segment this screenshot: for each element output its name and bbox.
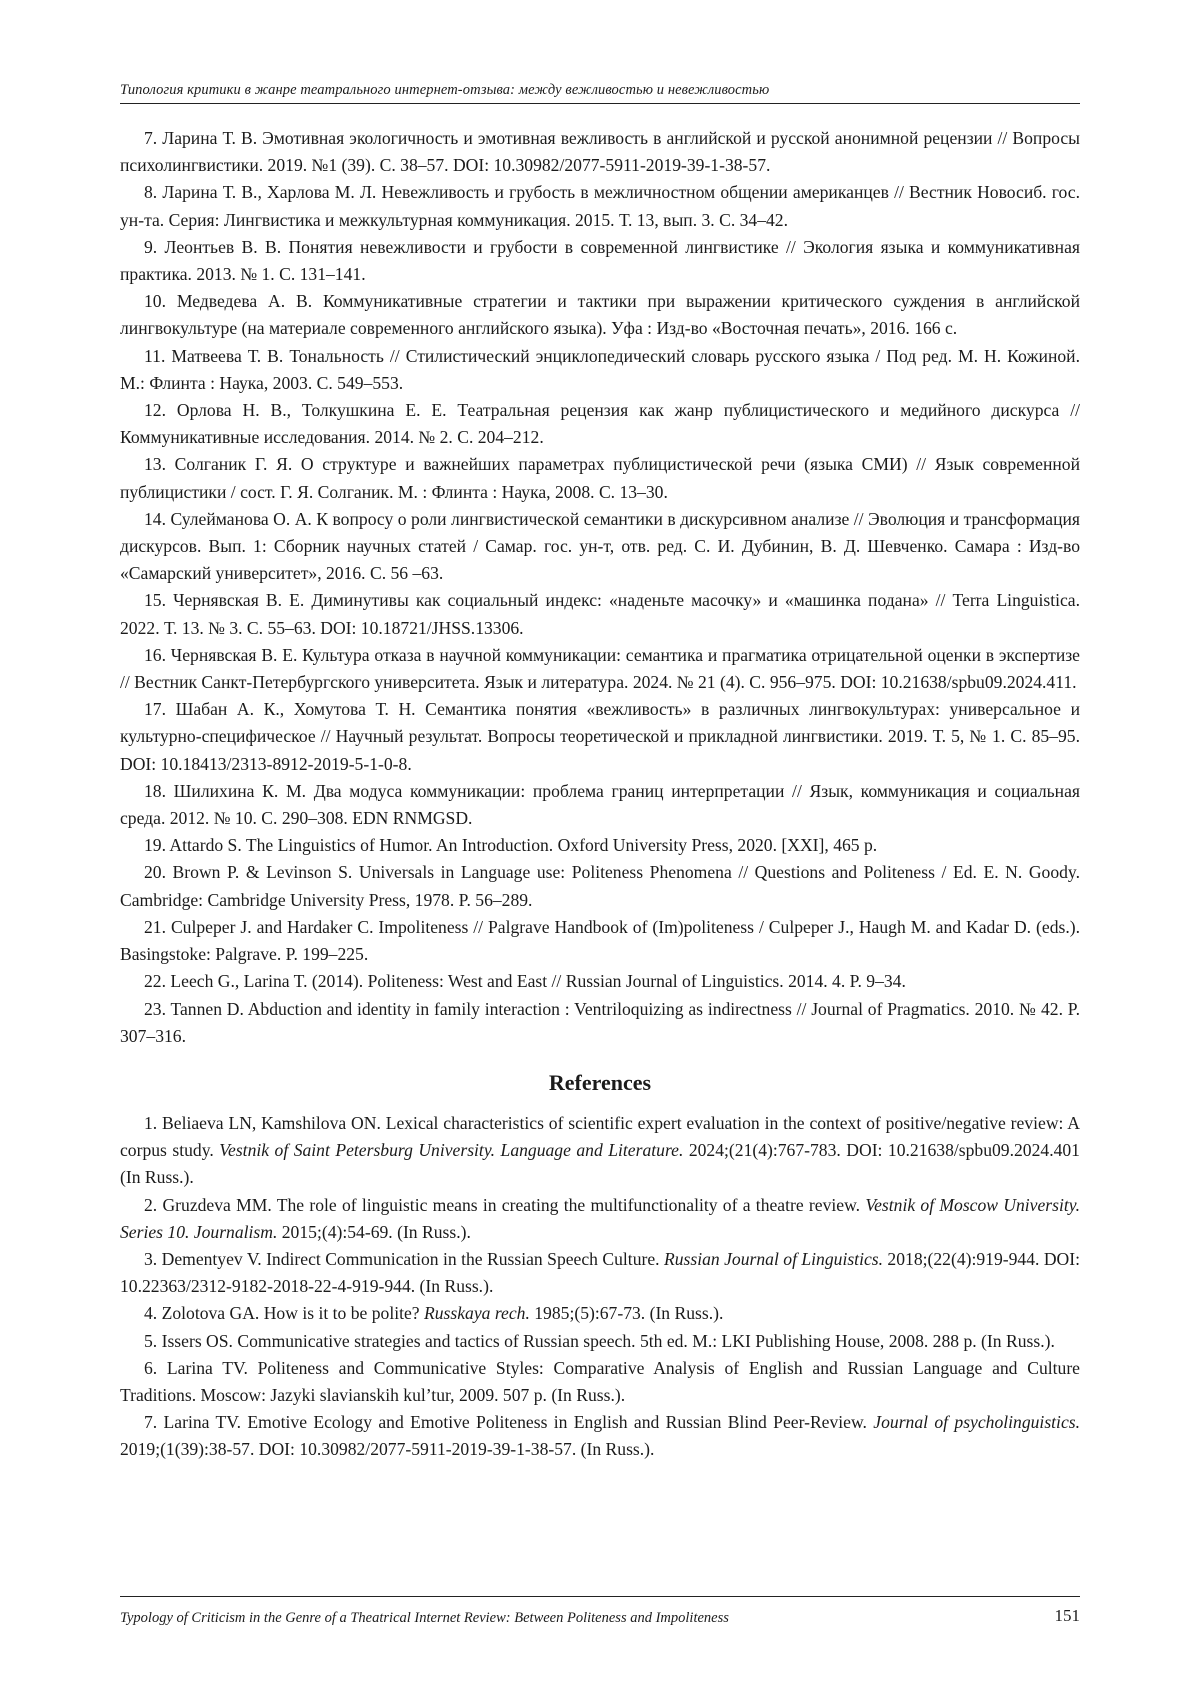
literature-item: 21. Culpeper J. and Hardaker C. Impoliteness // Palgrave Handbook of (Im)politeness / Culpeper J., Haugh M. and Kadar D. (eds.). Basingstoke: Palgrave. P. 199–225. <box>120 916 1080 965</box>
reference-details: 2015;(4):54-69. (In Russ.). <box>277 1221 471 1242</box>
literature-item: 22. Leech G., Larina T. (2014). Politeness: West and East // Russian Journal of Linguistics. 2014. 4. P. 9–34. <box>144 971 906 992</box>
reference-journal: Vestnik of Saint Petersburg University. Language and Literature. <box>219 1140 684 1161</box>
literature-item: 7. Ларина Т. В. Эмотивная экологичность и эмотивная вежливость в английской и русской анонимной рецензии // Вопросы психолингвистики. 2019. №1 (39). С. 38–57. DOI: 10.30982/2077-5911-2019-39-1-38-57. <box>120 128 1080 176</box>
footer-rule <box>120 1596 1080 1597</box>
running-foot: Typology of Criticism in the Genre of a Theatrical Internet Review: Between Politeness and Impoliteness <box>120 1610 729 1626</box>
reference-text: 1. Beliaeva LN, Kamshilova ON. Lexical characteristics of scientific expert evaluation in the context of positive/negative review: A corpus study. <box>120 1112 1080 1161</box>
reference-text: 5. Issers OS. Communicative strategies and tactics of Russian speech. 5th ed. M.: LKI Publishing House, 2008. 288 p. (In Russ.). <box>144 1330 1055 1351</box>
literature-item: 18. Шилихина К. М. Два модуса коммуникации: проблема границ интерпретации // Язык, коммуникация и социальная среда. 2012. № 10. С. 290–308. EDN RNMGSD. <box>120 780 1080 829</box>
reference-text: 3. Dementyev V. Indirect Communication in the Russian Speech Culture. <box>144 1248 664 1269</box>
reference-details: 2018;(22(4):919-944. DOI: 10.22363/2312-9182-2018-22-4-919-944. (In Russ.). <box>120 1248 1080 1297</box>
reference-journal: Russkaya rech. <box>424 1303 530 1324</box>
reference-text: 2. Gruzdeva MM. The role of linguistic means in creating the multifunctionality of a theatre review. <box>144 1194 866 1215</box>
literature-item: 11. Матвеева Т. В. Тональность // Стилистический энциклопедический словарь русского языка / Под ред. М. Н. Кожиной. М.: Флинта : Наука, 2003. С. 549–553. <box>120 345 1080 393</box>
literature-item: 19. Attardo S. The Linguistics of Humor. An Introduction. Oxford University Press, 2020. [XXI], 465 p. <box>144 835 878 856</box>
references-heading: References <box>548 1069 652 1095</box>
literature-item: 16. Чернявская В. Е. Культура отказа в научной коммуникации: семантика и прагматика отрицательной оценки в экспертизе // Вестник Санкт-Петербургского университета. Язык и литература. 2024. № 21 (4). С. 956–975. DOI: 10.21638/spbu09.2024.411. <box>120 644 1080 693</box>
reference-item <box>120 1355 1080 1409</box>
reference-item <box>120 1192 1080 1246</box>
reference-item <box>120 1110 1080 1192</box>
running-head: Типология критики в жанре театрального интернет-отзыва: между вежливостью и невежливостью <box>120 82 770 98</box>
literature-item: 14. Сулейманова О. А. К вопросу о роли лингвистической семантики в дискурсивном анализе // Эволюция и трансформация дискурсов. Вып. 1: Сборник научных статей / Самар. гос. ун-т, отв. ред. С. И. Дубинин, В. Д. Шевченко. Самара : Изд-во «Самарский университет», 2016. С. 56 –63. <box>120 508 1080 584</box>
references-list <box>120 1110 1080 1464</box>
literature-list <box>120 125 1080 1050</box>
literature-item: 13. Солганик Г. Я. О структуре и важнейших параметрах публицистической речи (языка СМИ) // Язык современной публицистики / сост. Г. Я. Солганик. М. : Флинта : Наука, 2008. С. 13–30. <box>120 454 1080 502</box>
literature-item: 23. Tannen D. Abduction and identity in family interaction : Ventriloquizing as indirectness // Journal of Pragmatics. 2010. № 42. P. 307–316. <box>120 998 1080 1046</box>
reference-details: 2024;(21(4):767-783. DOI: 10.21638/spbu09.2024.401 (In Russ.). <box>120 1140 1080 1188</box>
literature-item: 15. Чернявская В. Е. Диминутивы как социальный индекс: «наденьте масочку» и «машинка подана» // Terra Linguistica. 2022. Т. 13. № 3. С. 55–63. DOI: 10.18721/JHSS.13306. <box>120 590 1080 638</box>
reference-text: 6. Larina TV. Politeness and Communicative Styles: Comparative Analysis of English and Russian Language and Culture Traditions. Moscow: Jazyki slavianskih kul’tur, 2009. 507 p. (In Russ.). <box>120 1357 1080 1405</box>
page-number: 151 <box>1054 1606 1080 1625</box>
literature-item: 20. Brown P. & Levinson S. Universals in Language use: Politeness Phenomena // Questions and Politeness / Ed. E. N. Goody. Cambridge: Cambridge University Press, 1978. P. 56–289. <box>120 862 1080 910</box>
reference-text: 7. Larina TV. Emotive Ecology and Emotive Politeness in English and Russian Blind Peer-Review. <box>144 1412 874 1433</box>
reference-text: 4. Zolotova GA. How is it to be polite? <box>144 1303 424 1324</box>
page-content <box>120 125 1080 1464</box>
literature-item: 12. Орлова Н. В., Толкушкина Е. Е. Театральная рецензия как жанр публицистического и медийного дискурса // Коммуникативные исследования. 2014. № 2. С. 204–212. <box>120 400 1080 448</box>
reference-journal: Russian Journal of Linguistics. <box>663 1248 884 1269</box>
reference-item <box>120 1328 1080 1355</box>
reference-item <box>120 1300 1080 1327</box>
literature-item: 17. Шабан А. К., Хомутова Т. Н. Семантика понятия «вежливость» в различных лингвокультурах: универсальное и культурно-специфическое // Научный результат. Вопросы теоретической и прикладной лингвистики. 2019. Т. 5, № 1. С. 85–95. DOI: 10.18413/2313-8912-2019-5-1-0-8. <box>120 699 1080 774</box>
reference-journal: Vestnik of Moscow University. Series 10. Journalism. <box>120 1194 1080 1242</box>
reference-details: 1985;(5):67-73. (In Russ.). <box>529 1303 724 1324</box>
reference-item <box>120 1409 1080 1463</box>
literature-item: 8. Ларина Т. В., Харлова М. Л. Невежливость и грубость в межличностном общении американцев // Вестник Новосиб. гос. ун-та. Серия: Лингвистика и межкультурная коммуникация. 2015. Т. 13, вып. 3. С. 34–42. <box>120 182 1080 230</box>
reference-details: 2019;(1(39):38-57. DOI: 10.30982/2077-5911-2019-39-1-38-57. (In Russ.). <box>120 1439 655 1460</box>
literature-item: 10. Медведева А. В. Коммуникативные стратегии и тактики при выражении критического суждения в английской лингвокультуре (на материале современного английского языка). Уфа : Изд-во «Восточная печать», 2016. 166 с. <box>120 291 1080 339</box>
header-rule <box>120 103 1080 104</box>
reference-item <box>120 1246 1080 1300</box>
literature-item: 9. Леонтьев В. В. Понятия невежливости и грубости в современной лингвистике // Экология языка и коммуникативная практика. 2013. № 1. С. 131–141. <box>120 236 1080 285</box>
reference-journal: Journal of psycholinguistics. <box>873 1412 1080 1433</box>
